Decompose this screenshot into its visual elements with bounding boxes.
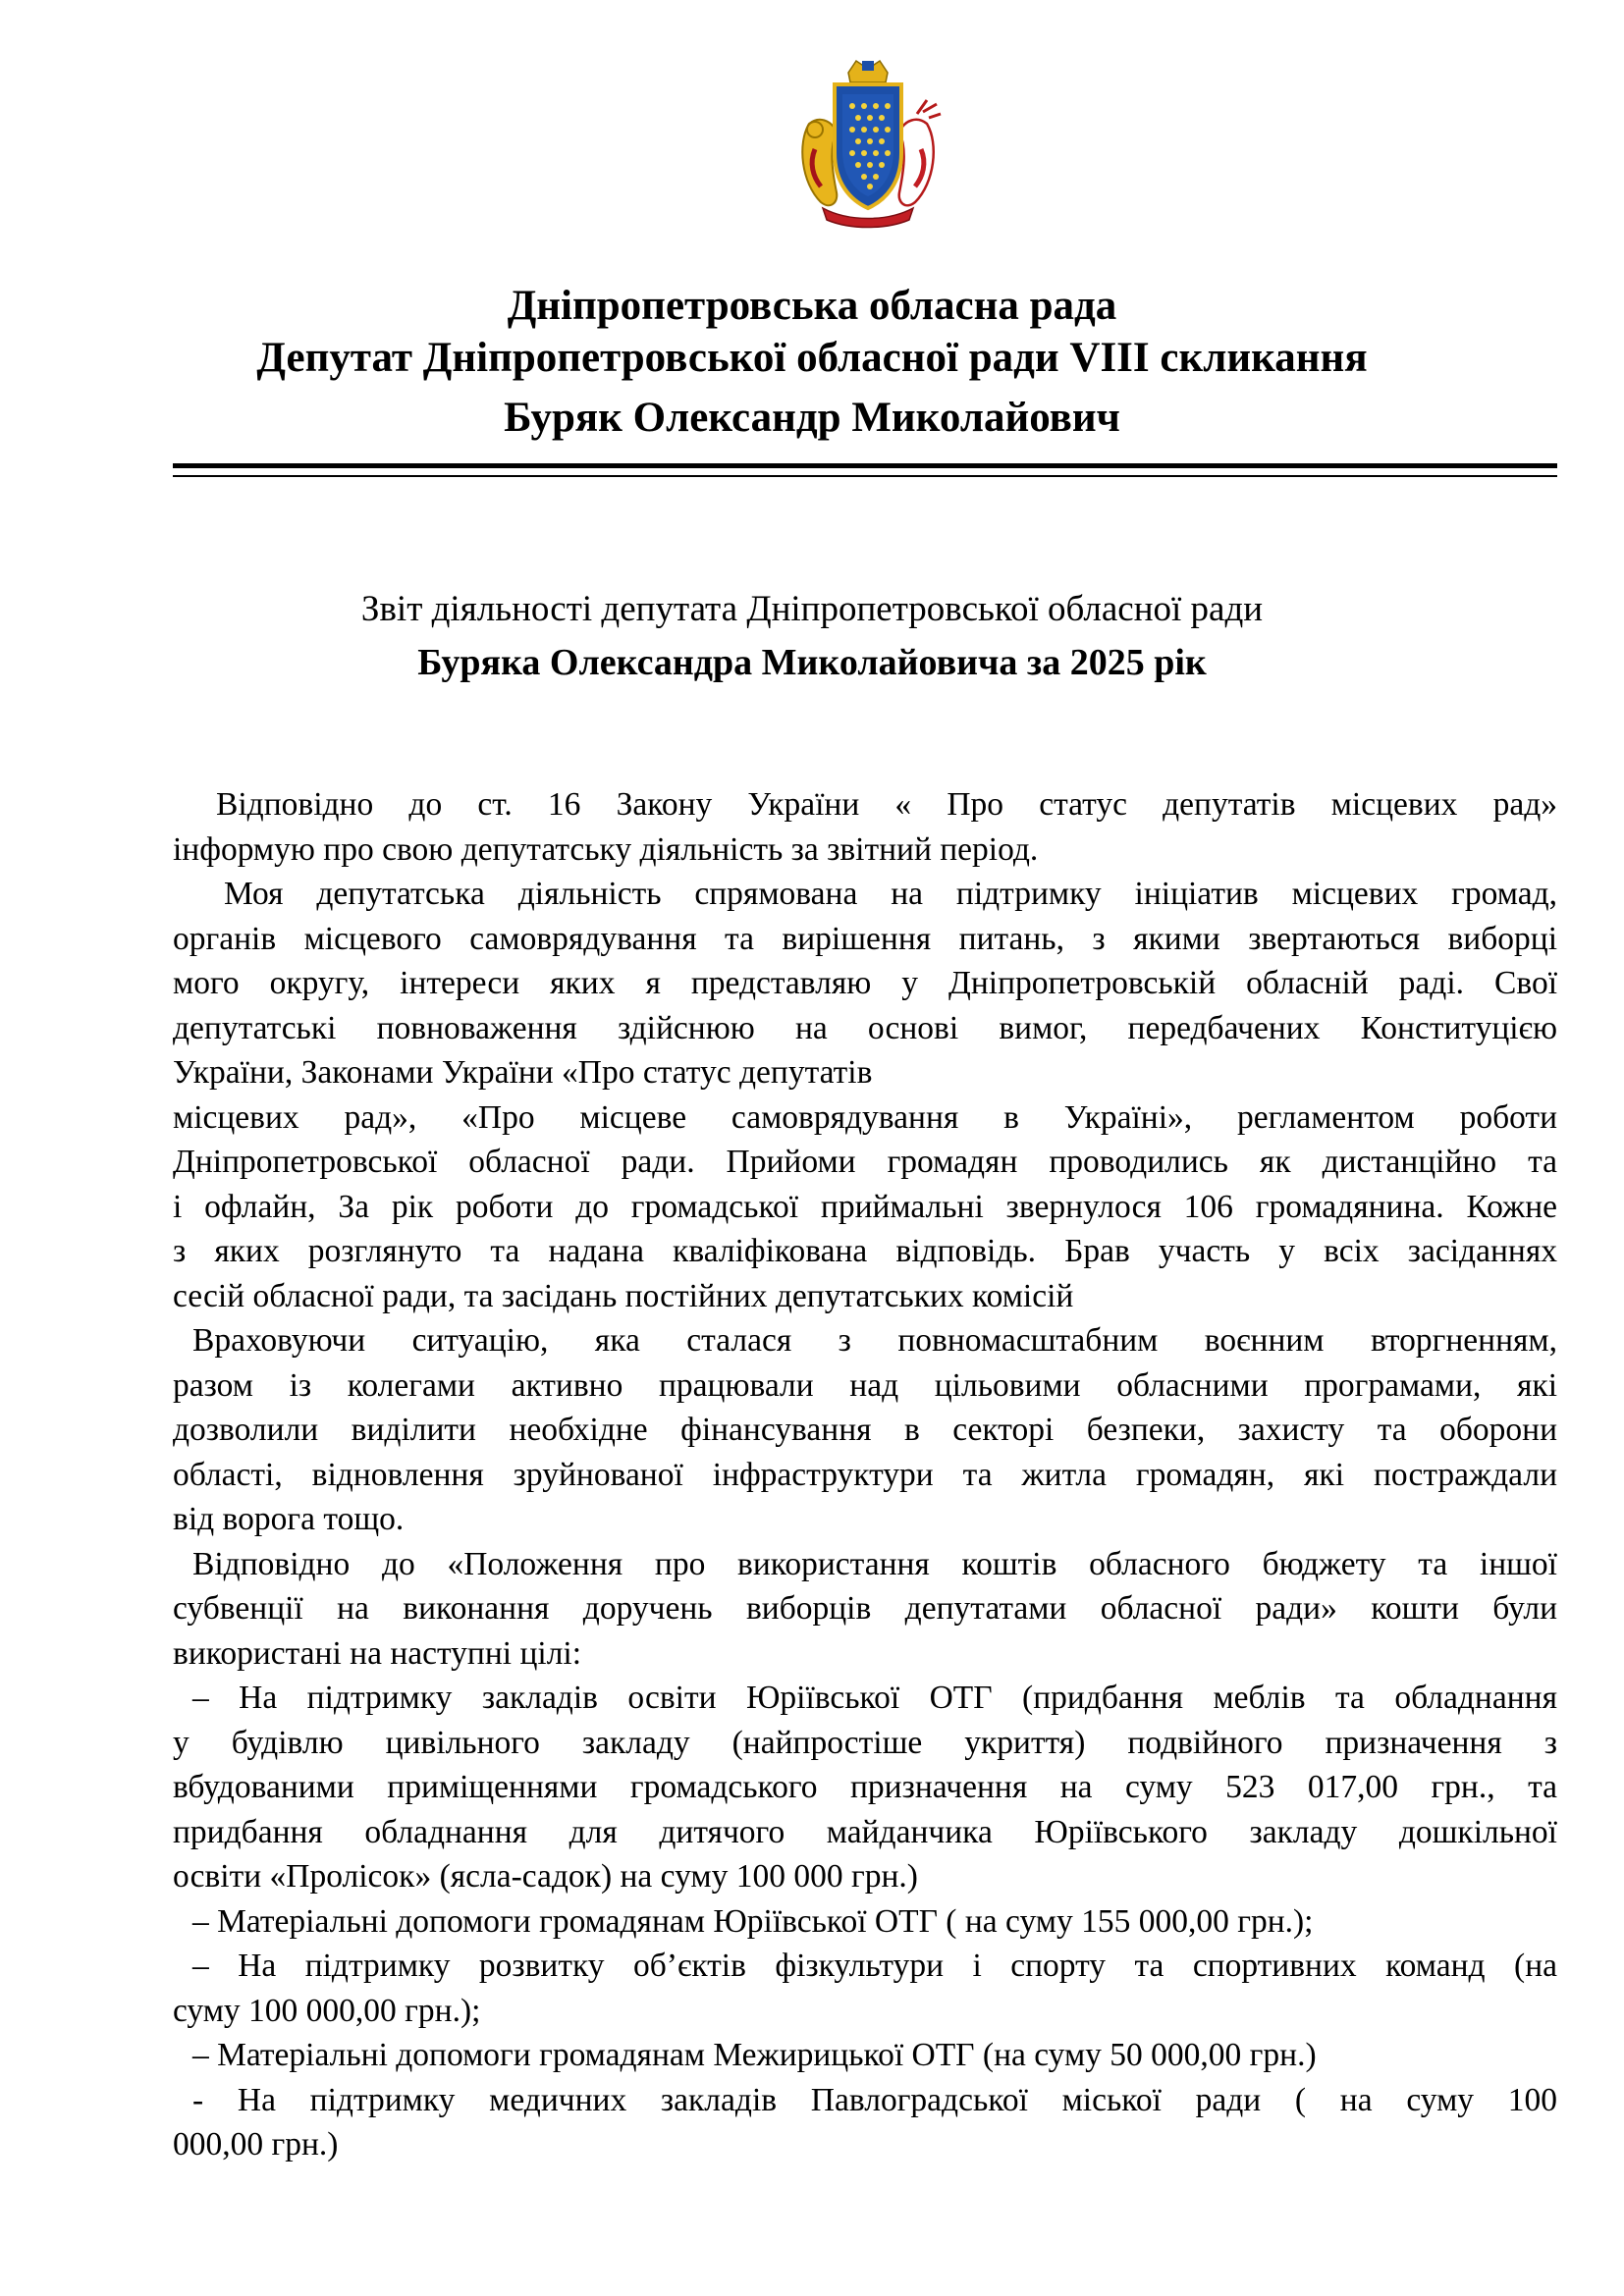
body-line: місцевих рад», «Про місцеве самоврядування в Україні», регламентом роботи <box>173 1099 1557 1136</box>
body-line: депутатські повноваження здійснюю на основі вимог, передбачених Конституцією <box>173 1010 1557 1046</box>
body-line: суму 100 000,00 грн.); <box>173 1993 481 2029</box>
list-item: – На підтримку закладів освіти Юріївської ОТГ (придбання меблів та обладнання <box>192 1680 1557 1716</box>
body-line: від ворога тощо. <box>173 1501 405 1537</box>
body-line: використані на наступні цілі: <box>173 1635 582 1672</box>
body-line: мого округу, інтереси яких я представляю у Дніпропетровській обласній раді. Свої <box>173 965 1557 1001</box>
report-title-line-1: Звіт діяльності депутата Дніпропетровської обласної ради <box>360 589 1264 629</box>
report-title-line-2: Буряка Олександра Миколайовича за 2025 рік <box>417 642 1207 683</box>
body-line: придбання обладнання для дитячого майданчика Юріївського закладу дошкільної <box>173 1814 1557 1850</box>
body-line: субвенції на виконання доручень виборців депутатами обласної ради» кошти були <box>173 1590 1557 1627</box>
body-line: вбудованими приміщеннями громадського призначення на суму 523 017,00 грн., та <box>173 1769 1557 1805</box>
list-item: - На підтримку медичних закладів Павлоградської міської ради ( на суму 100 <box>192 2082 1557 2118</box>
body-line: органів місцевого самоврядування та вирішення питань, з якими звертаються виборці <box>173 921 1557 957</box>
body-line: сесій обласної ради, та засідань постійних депутатських комісій <box>173 1278 1074 1314</box>
list-item: – На підтримку розвитку об’єктів фізкультури і спорту та спортивних команд (на <box>192 1948 1557 1984</box>
header-divider-thin <box>173 475 1557 477</box>
body-line: Моя депутатська діяльність спрямована на підтримку ініціатив місцевих громад, <box>224 876 1557 912</box>
body-line: області, відновлення зруйнованої інфраструктури та житла громадян, які постраждали <box>173 1457 1557 1493</box>
body-line: Враховуючи ситуацію, яка сталася з повномасштабним воєнним вторгненням, <box>192 1322 1557 1359</box>
deputy-name-heading: Буряк Олександр Миколайович <box>504 395 1120 441</box>
body-line: і офлайн, За рік роботи до громадської приймальні звернулося 106 громадянина. Кожне <box>173 1189 1557 1225</box>
coat-of-arms-emblem <box>780 55 956 232</box>
body-line: 000,00 грн.) <box>173 2126 339 2163</box>
body-line: Відповідно до ст. 16 Закону України « Про статус депутатів місцевих рад» <box>216 786 1557 823</box>
body-line: разом із колегами активно працювали над цільовими обласними програмами, які <box>173 1367 1557 1404</box>
deputy-title-heading: Депутат Дніпропетровської обласної ради VIII скликання <box>256 335 1368 381</box>
body-line: України, Законами України «Про статус депутатів <box>173 1054 873 1091</box>
body-line: у будівлю цивільного закладу (найпростіше укриття) подвійного призначення з <box>173 1725 1557 1761</box>
body-line: освіти «Пролісок» (ясла-садок) на суму 100 000 грн.) <box>173 1858 918 1895</box>
council-name-heading: Дніпропетровська обласна рада <box>507 283 1117 329</box>
header-divider-thick <box>173 463 1557 468</box>
body-line: інформую про свою депутатську діяльність за звітний період. <box>173 831 1039 868</box>
body-line: дозволили виділити необхідне фінансування в секторі безпеки, захисту та оборони <box>173 1412 1557 1448</box>
body-line: Дніпропетровської обласної ради. Прийоми громадян проводились як дистанційно та <box>173 1144 1557 1180</box>
list-item: – Матеріальні допомоги громадянам Межирицької ОТГ (на суму 50 000,00 грн.) <box>192 2037 1317 2073</box>
list-item: – Матеріальні допомоги громадянам Юріївської ОТГ ( на суму 155 000,00 грн.); <box>192 1903 1314 1940</box>
body-line: з яких розглянуто та надана кваліфікована відповідь. Брав участь у всіх засіданнях <box>173 1233 1557 1269</box>
body-line: Відповідно до «Положення про використання коштів обласного бюджету та іншої <box>192 1546 1557 1582</box>
